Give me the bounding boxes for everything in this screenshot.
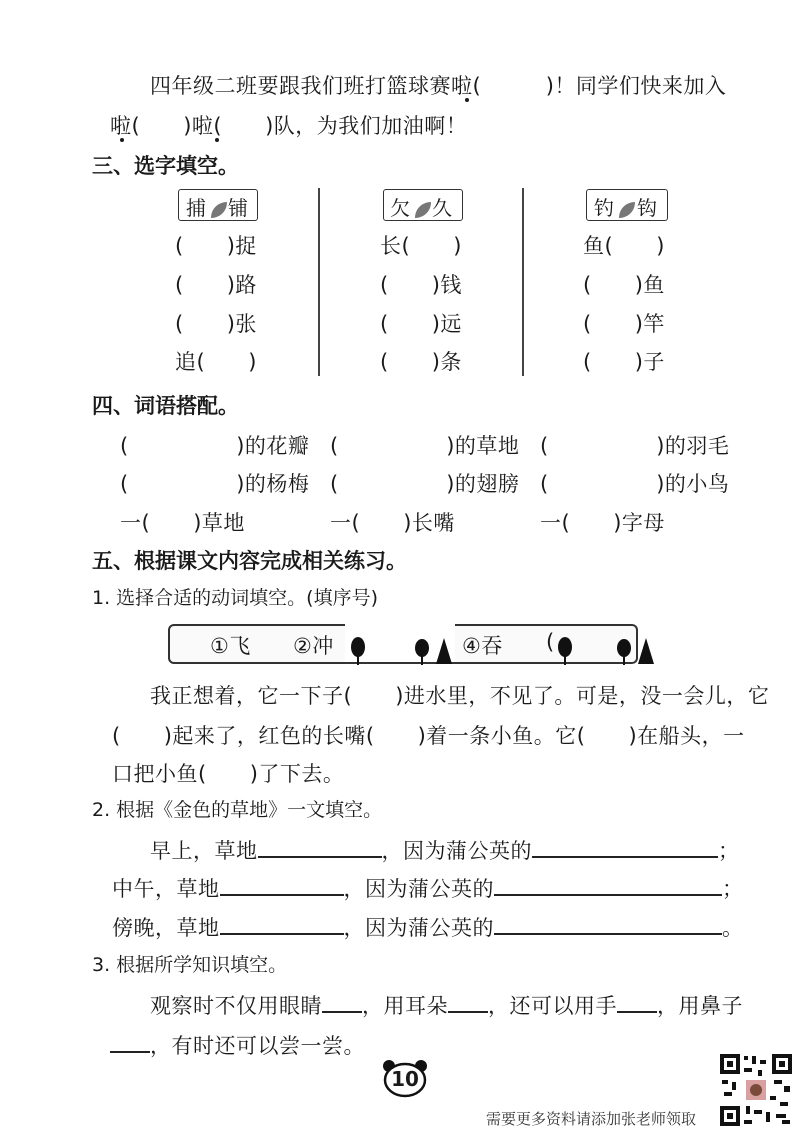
- match-item: ( )的杨梅: [120, 472, 310, 496]
- fill-item: ( )钱: [380, 273, 462, 297]
- emphasis-dot: [465, 98, 469, 102]
- word-option: ④吞: [462, 634, 503, 658]
- leaf-icon: [209, 200, 229, 220]
- char-option: 欠: [390, 196, 410, 220]
- fill-item: ( )鱼: [583, 273, 665, 297]
- fill-item: 鱼( ): [583, 234, 665, 258]
- tree-icon: [555, 636, 575, 666]
- word-option: (: [546, 630, 555, 654]
- match-item: ( )的小鸟: [540, 472, 730, 496]
- q2-end: ；: [718, 839, 740, 863]
- emphasis-dot: [215, 138, 219, 142]
- column-divider: [522, 188, 524, 376]
- q2-row: [112, 912, 744, 942]
- q3-text: ，用鼻子: [657, 994, 743, 1018]
- qr-code-icon[interactable]: [718, 1052, 794, 1128]
- answer-blank[interactable]: [110, 1033, 150, 1053]
- char-option: 捕: [186, 196, 206, 220]
- q1-passage-line: 我正想着，它一下子( )进水里，不见了。可是，没一会儿，它: [150, 684, 770, 708]
- section3-heading: 三、选字填空。: [92, 154, 239, 178]
- match-item: 一( )草地: [120, 511, 245, 535]
- leaf-icon: [413, 200, 433, 220]
- footer-note: 需要更多资料请添加张老师领取: [486, 1110, 697, 1128]
- answer-blank[interactable]: [220, 915, 344, 935]
- word-option: ②冲: [293, 634, 334, 658]
- match-item: ( )的羽毛: [540, 434, 730, 458]
- char-option: 钩: [637, 196, 657, 220]
- q3-line-2: [110, 1030, 365, 1060]
- match-item: ( )的花瓣: [120, 434, 310, 458]
- tree-icon: [412, 636, 456, 666]
- answer-blank[interactable]: [494, 876, 722, 896]
- q3-line-1: [150, 990, 743, 1020]
- fill-item: ( )子: [583, 350, 665, 374]
- match-item: ( )的草地: [330, 434, 520, 458]
- q2-time: 早上，草地: [150, 839, 258, 863]
- answer-blank[interactable]: [617, 993, 657, 1013]
- fill-item: 追( ): [175, 350, 257, 374]
- intro-line-2: 啦( )啦( )队，为我们加油啊！: [110, 114, 468, 138]
- intro-line-1: 四年级二班要跟我们班打篮球赛啦( )！同学们快来加入: [150, 74, 727, 98]
- section5-heading: 五、根据课文内容完成相关练习。: [92, 549, 407, 573]
- fill-item: ( )条: [380, 350, 462, 374]
- q2-mid: ，因为蒲公英的: [343, 877, 494, 901]
- fill-item: ( )捉: [175, 234, 257, 258]
- char-option: 铺: [228, 196, 248, 220]
- q1-prompt: 1. 选择合适的动词填空。(填序号): [92, 587, 378, 609]
- leaf-icon: [617, 200, 637, 220]
- q3-text: ，用耳朵: [362, 994, 448, 1018]
- answer-blank[interactable]: [322, 993, 362, 1013]
- q2-time: 傍晚，草地: [112, 916, 220, 940]
- tree-icon: [348, 636, 368, 666]
- match-item: ( )的翅膀: [330, 472, 520, 496]
- q3-prompt: 3. 根据所学知识填空。: [92, 954, 288, 976]
- q3-text: ，有时还可以尝一尝。: [150, 1034, 365, 1058]
- q1-passage-line: 口把小鱼( )了下去。: [112, 762, 345, 786]
- q2-time: 中午，草地: [112, 877, 220, 901]
- column-divider: [318, 188, 320, 376]
- section4-heading: 四、词语搭配。: [92, 394, 239, 418]
- emphasis-dot: [120, 138, 124, 142]
- q2-mid: ，因为蒲公英的: [381, 839, 532, 863]
- answer-blank[interactable]: [258, 838, 382, 858]
- fill-item: ( )竿: [583, 312, 665, 336]
- word-option: ①飞: [210, 634, 251, 658]
- fill-item: ( )路: [175, 273, 257, 297]
- tree-icon: [614, 636, 658, 666]
- char-option: 钓: [594, 196, 614, 220]
- q3-text: ，还可以用手: [488, 994, 617, 1018]
- answer-blank[interactable]: [494, 915, 722, 935]
- answer-blank[interactable]: [448, 993, 488, 1013]
- page-number: 10: [391, 1067, 419, 1091]
- match-item: 一( )字母: [540, 511, 665, 535]
- fill-item: ( )远: [380, 312, 462, 336]
- fill-item: ( )张: [175, 312, 257, 336]
- q2-end: 。: [722, 916, 744, 940]
- match-item: 一( )长嘴: [330, 511, 455, 535]
- q2-mid: ，因为蒲公英的: [343, 916, 494, 940]
- q2-prompt: 2. 根据《金色的草地》一文填空。: [92, 799, 383, 821]
- answer-blank[interactable]: [220, 876, 344, 896]
- q2-end: ；: [722, 877, 744, 901]
- char-option: 久: [432, 196, 452, 220]
- fill-item: 长( ): [380, 234, 462, 258]
- q3-text: 观察时不仅用眼睛: [150, 994, 322, 1018]
- q1-passage-line: ( )起来了，红色的长嘴( )着一条小鱼。它( )在船头，一: [112, 724, 745, 748]
- q2-row: [112, 873, 744, 903]
- q2-row: [150, 835, 740, 865]
- answer-blank[interactable]: [532, 838, 718, 858]
